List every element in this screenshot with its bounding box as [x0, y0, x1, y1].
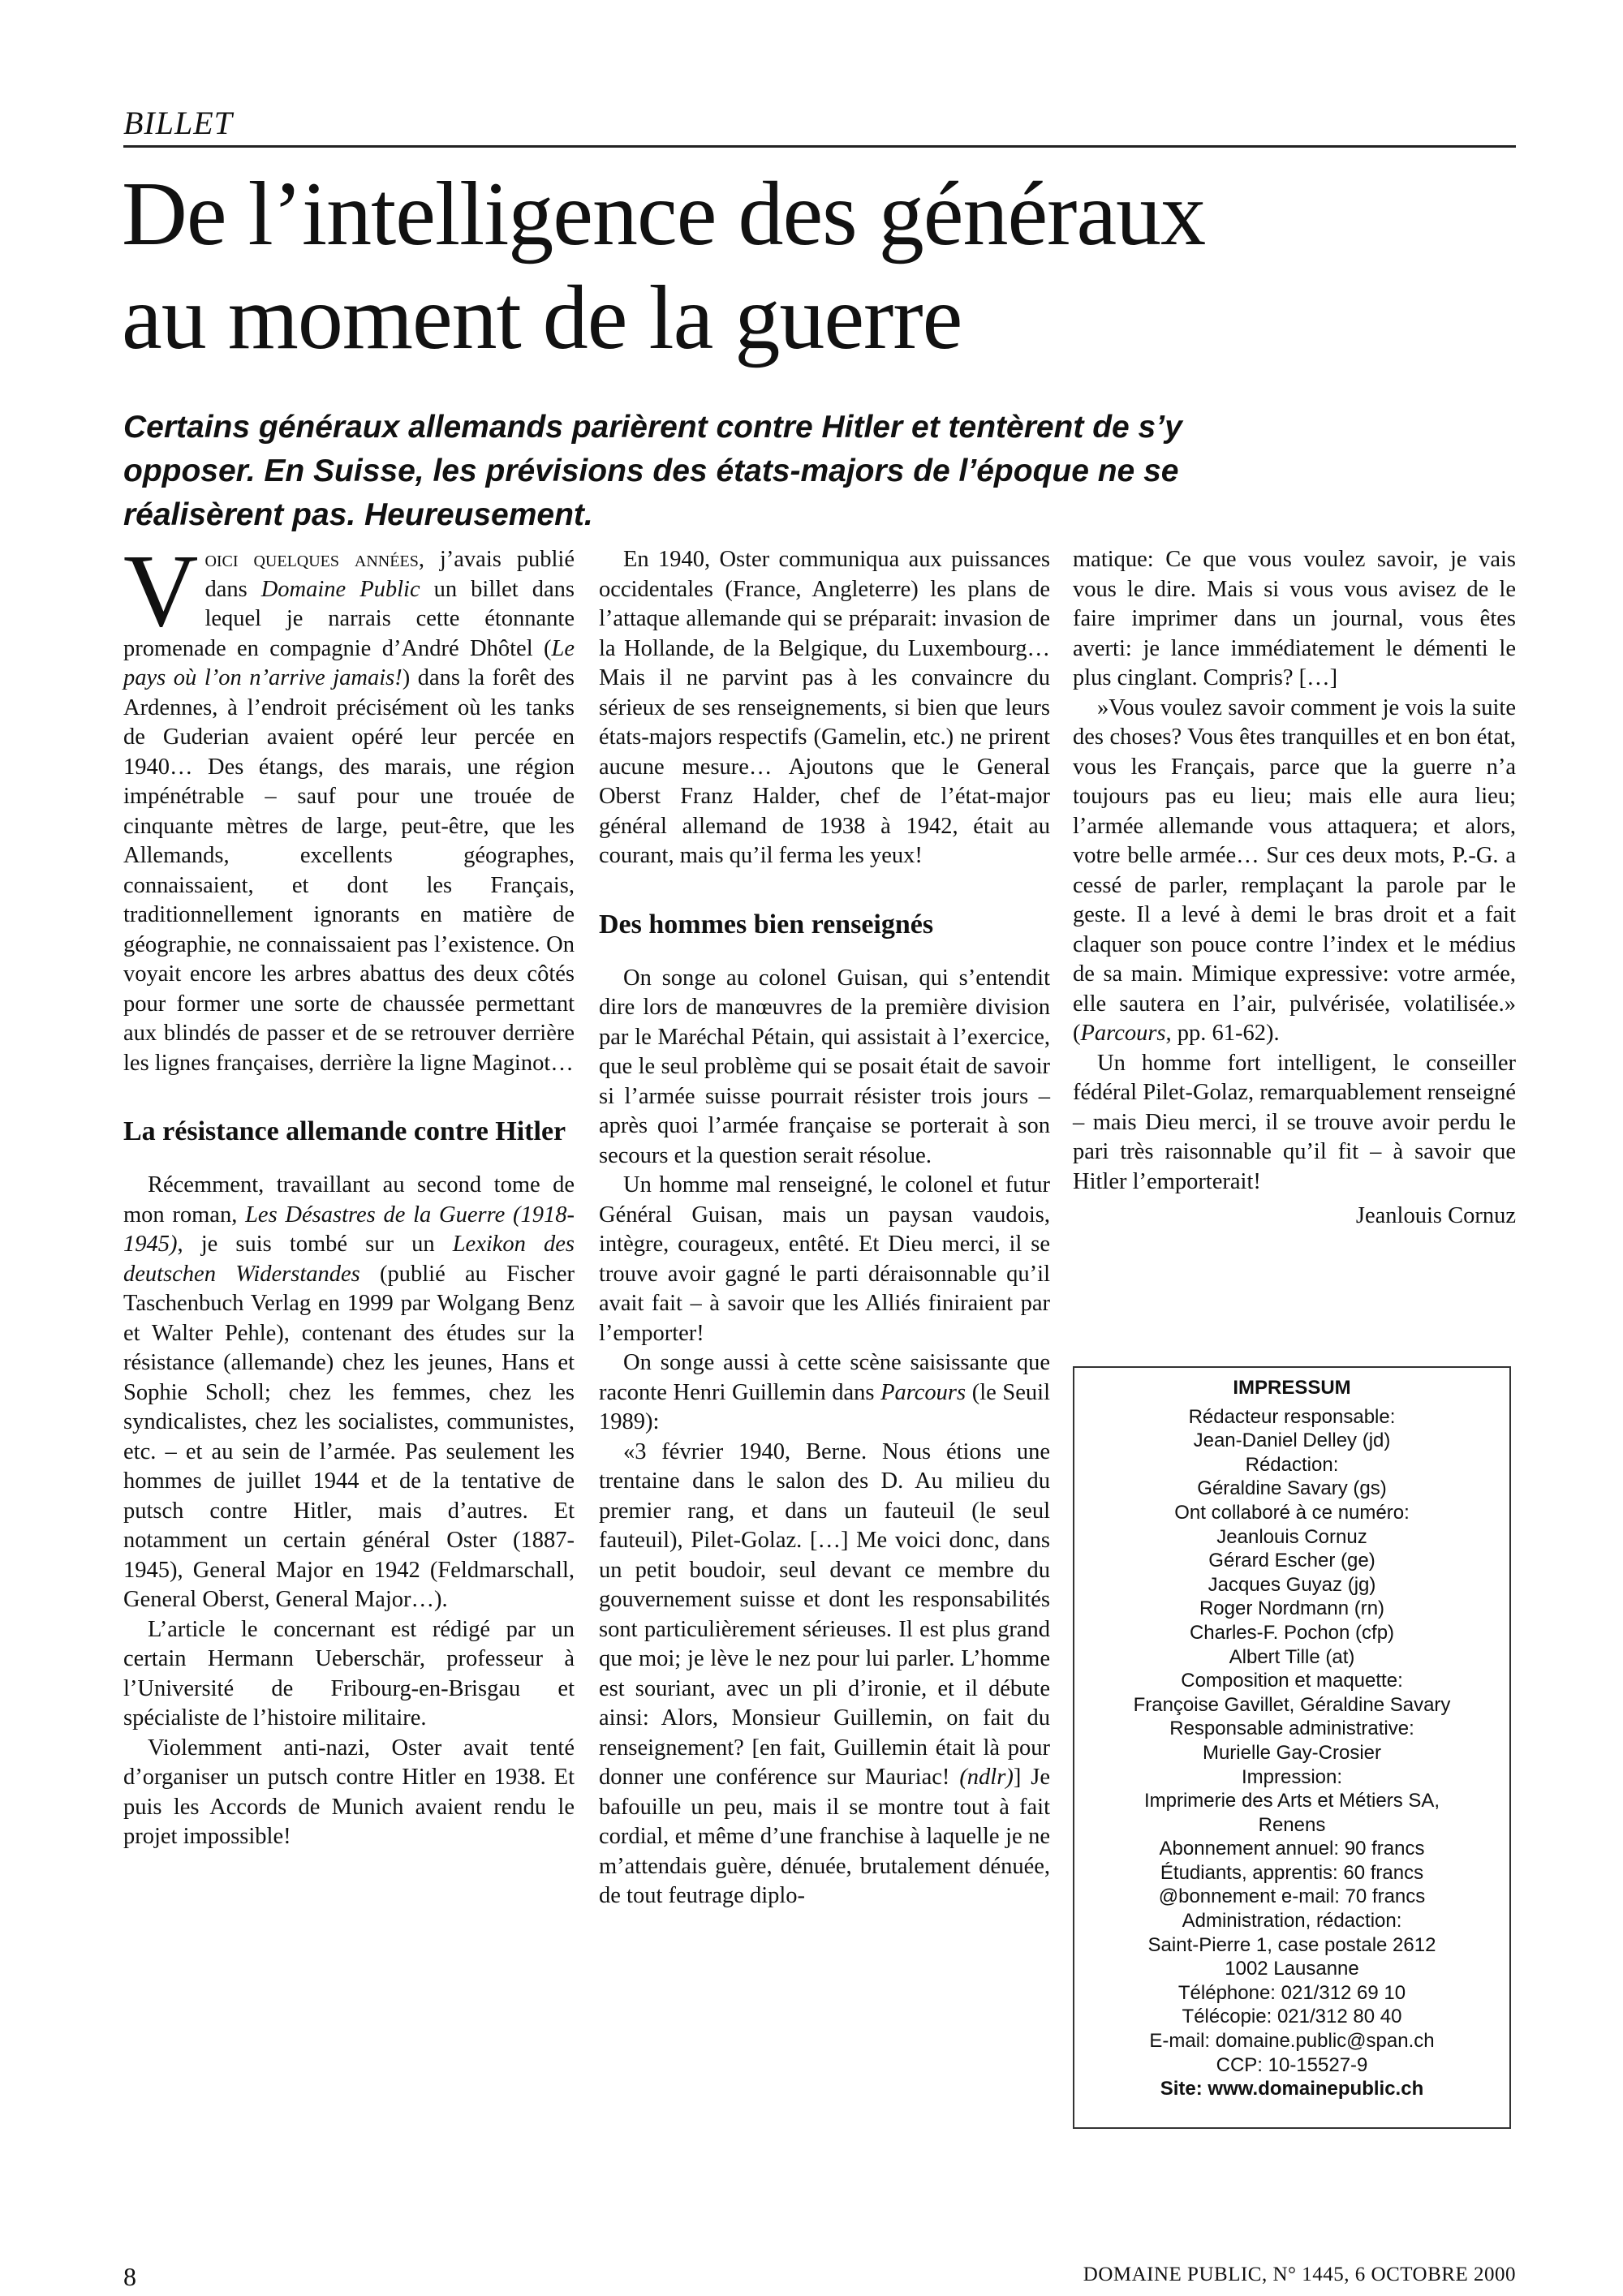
- paragraph: matique: Ce que vous voulez savoir, je vais vous le dire. Mais si vous vous avisez de le faire imprimer dans un journal, vous êtes averti: je lance immédiatement le démenti le plus cinglant. Compris? […]: [1073, 547, 1516, 690]
- impressum-title: IMPRESSUM: [1233, 1377, 1351, 1399]
- article-title: [122, 162, 1518, 370]
- section-rubric: BILLET: [123, 104, 1516, 148]
- impressum-line: Charles-F. Pochon (cfp): [1189, 1621, 1395, 1644]
- impressum-line: Albert Tille (at): [1229, 1645, 1355, 1668]
- text-column-3: [1073, 545, 1516, 1232]
- article-lede: Certains généraux allemands parièrent contre Hitler et tentèrent de s’y opposer. En Suisse, les prévisions des états-majors de l’époque ne se réalisèrent pas. Heureusement.: [123, 410, 1182, 532]
- impressum-line: Ont collaboré à ce numéro:: [1174, 1501, 1410, 1524]
- text-column-1: [123, 533, 575, 1852]
- impressum-line: Impression:: [1241, 1765, 1343, 1788]
- paragraph: Un homme mal renseigné, le colonel et futur Général Guisan, mais un paysan vaudois, intègre, courageux, entêté. Et Dieu merci, il se trouve avoir gagné le parti déraisonnable qu’il avait fait – à savoir que les Alliés finiraient par l’emporter!: [599, 1172, 1050, 1346]
- paragraph: On songe au colonel Guisan, qui s’entendit dire lors de manœuvres de la première division par le Maréchal Pétain, qui assistait à l’exercice, que le seul problème qui se posait était de savoir si l’armée suisse pourrait résister trois jours – après quoi l’armée française se porterait à son secours et la question serait résolue.: [599, 965, 1050, 1168]
- impressum-line: Téléphone: 021/312 69 10: [1177, 1981, 1406, 2004]
- impressum-line: Jean-Daniel Delley (jd): [1193, 1430, 1391, 1452]
- issue-info: DOMAINE PUBLIC, N° 1445, 6 OCTOBRE 2000: [1083, 2264, 1516, 2285]
- paragraph: «3 février 1940, Berne. Nous étions une trentaine dans le salon des D. Au milieu du premier rang, et dans un fauteuil (le seul fauteuil), Pilet-Golaz. […] Me voici donc, dans un petit boudoir, seul devant ce membre du gouvernement suisse et dont les responsabilités sont particulièrement sérieuses. Il est plus grand que moi; je lève le nez pour lui parler. L’homme est souriant, avec un pli d’ironie, et il débute ainsi: Alors, Monsieur Guillemin, on fait du renseignement? [en fait, Guillemin était là pour donner une conférence sur Mauriac! (ndlr)] Je bafouille un peu, mais il se montre tout à fait cordial, et même d’une franchise à laquelle je ne m’attendais guère, dénuée, brutalement dénuée, de tout feutrage diplo-: [599, 1438, 1050, 1908]
- paragraph: Un homme fort intelligent, le conseiller fédéral Pilet-Golaz, remarquablement renseigné – mais Dieu merci, il se trouve avoir perdu le pari très raisonnable qu’il fit – à savoir que Hitler l’emporterait!: [1073, 1050, 1516, 1194]
- impressum-line: Saint-Pierre 1, case postale 2612: [1147, 1933, 1436, 1956]
- impressum-line: Abonnement annuel: 90 francs: [1159, 1838, 1425, 1860]
- impressum-box: [1073, 1366, 1511, 2129]
- impressum-line: Composition et maquette:: [1181, 1670, 1403, 1692]
- impressum-line: @bonnement e-mail: 70 francs: [1158, 1885, 1426, 1908]
- paragraph: En 1940, Oster communiqua aux puissances occidentales (France, Angleterre) les plans de l’attaque allemande qui se préparait: invasion de la Hollande, de la Belgique, du Luxembourg… Mais il ne parvint pas à les convaincre du sérieux de ses renseignements, si bien que leurs états-majors respectifs (Gamelin, etc.) ne prirent aucune mesure… Ajoutons que le General Oberst Franz Halder, chef de l’état-major général allemand de 1938 à 1942, était au courant, mais qu’il ferma les yeux!: [599, 547, 1050, 868]
- paragraph: Violemment anti-nazi, Oster avait tenté d’organiser un putsch contre Hitler en 1938. Et puis les Accords de Munich avaient rendu le projet impossible!: [123, 1735, 575, 1849]
- author-signature: Jeanlouis Cornuz: [1355, 1203, 1516, 1228]
- paragraph: On songe aussi à cette scène saisissante que raconte Henri Guillemin dans Parcours (le Seuil 1989):: [599, 1350, 1050, 1434]
- paragraph: L’article le concernant est rédigé par un certain Hermann Ueberschär, professeur à l’Université de Fribourg-en-Brisgau et spécialiste de l’histoire militaire.: [123, 1616, 575, 1731]
- section-heading: La résistance allemande contre Hitler: [123, 1116, 566, 1146]
- title-line-2: au moment de la guerre: [122, 268, 962, 368]
- impressum-line: Rédacteur responsable:: [1188, 1405, 1396, 1428]
- paragraph: Récemment, travaillant au second tome de mon roman, Les Désastres de la Guerre (1918-1945), je suis tombé sur un Lexikon des deutschen Widerstandes (publié au Fischer Taschenbuch Verlag en 1999 par Wolgang Benz et Walter Pehle), contenant des études sur la résistance (allemande) chez les jeunes, Hans et Sophie Scholl; chez les femmes, chez les syndicalistes, chez les socialistes, communistes, etc. – et au sein de l’armée. Pas seulement les hommes de juillet 1944 et de la tentative de putsch contre Hitler, mais d’autres. Et notamment un certain général Oster (1887-1945), General Major en 1942 (Feldmarschall, General Oberst, General Major…).: [123, 1172, 575, 1612]
- impressum-line: Jeanlouis Cornuz: [1216, 1525, 1367, 1548]
- section-heading: Des hommes bien renseignés: [599, 909, 934, 939]
- impressum-line: 1002 Lausanne: [1225, 1958, 1359, 1980]
- impressum-lines: [1074, 1405, 1509, 2078]
- impressum-line: Renens: [1258, 1813, 1326, 1836]
- paragraph: »Vous voulez savoir comment je vois la suite des choses? Vous êtes tranquilles et en bon état, vous les Français, parce que la guerre n’a toujours pas eu lieu; mais elle aura lieu; l’armée allemande vous attaquera; et alors, votre belle armée… Sur ces deux mots, P.-G. a cessé de parler, remplaçant la parole par le geste. Il a levé à demi le bras droit et a fait claquer son pouce contre l’index et le médius de sa main. Mimique expressive: votre armée, elle sautera en l’air, pulvérisée, volatilisée.» (Parcours, pp. 61-62).: [1073, 694, 1516, 1046]
- page-number: 8: [123, 2262, 136, 2291]
- impressum-line: E-mail: domaine.public@span.ch: [1149, 2030, 1435, 2053]
- impressum-line: Rédaction:: [1245, 1453, 1339, 1476]
- impressum-line: Françoise Gavillet, Géraldine Savary: [1133, 1693, 1451, 1716]
- impressum-line: Géraldine Savary (gs): [1197, 1477, 1387, 1500]
- title-line-1: De l’intelligence des généraux: [122, 164, 1206, 264]
- impressum-line: Jacques Guyaz (jg): [1208, 1573, 1376, 1596]
- impressum-line: Télécopie: 021/312 80 40: [1182, 2006, 1402, 2028]
- impressum-line: Imprimerie des Arts et Métiers SA,: [1143, 1790, 1440, 1812]
- impressum-site: Site: www.domainepublic.ch: [1160, 2078, 1424, 2100]
- impressum-line: CCP: 10-15527-9: [1216, 2053, 1368, 2076]
- impressum-line: Roger Nordmann (rn): [1199, 1597, 1385, 1620]
- paragraph: Voici quelques années, j’avais publié dans Domaine Public un billet dans lequel je narrais cette étonnante promenade en compagnie d’André Dhôtel (Le pays où l’on n’arrive jamais!) dans la forêt des Ardennes, à l’endroit précisément où les tanks de Guderian avaient opéré leur percée en 1940… Des étangs, des marais, une région impénétrable – sauf pour une trouée de cinquante mètres de large, peut-être, que les Allemands, excellents géographes, connaissaient, et dont les Français, traditionnellement ignorants en matière de géographie, ne connaissaient pas l’existence. On voyait encore les arbres abattus des deux côtés pour former une sorte de chaussée permettant aux blindés de passer et de se retrouver derrière les lignes françaises, derrière la ligne Maginot…: [123, 533, 575, 1076]
- impressum-line: Administration, rédaction:: [1182, 1910, 1402, 1933]
- impressum-line: Responsable administrative:: [1169, 1718, 1414, 1740]
- impressum-line: Étudiants, apprentis: 60 francs: [1160, 1861, 1424, 1884]
- impressum-line: Murielle Gay-Crosier: [1202, 1741, 1382, 1764]
- drop-cap: V: [123, 533, 199, 648]
- text-column-2: [599, 545, 1050, 1911]
- impressum-line: Gérard Escher (ge): [1208, 1550, 1375, 1572]
